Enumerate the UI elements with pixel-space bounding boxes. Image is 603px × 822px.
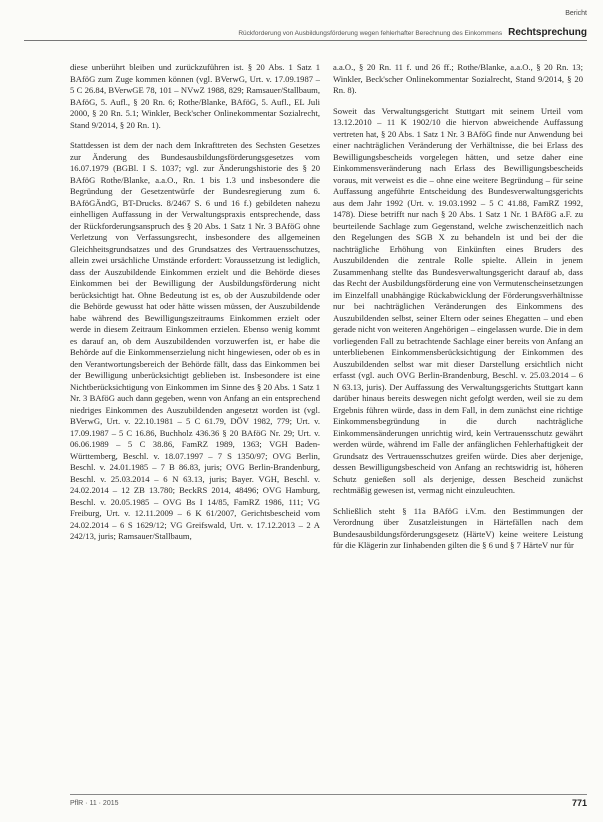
paragraph: Stattdessen ist dem der nach dem Inkrafttreten des Sechsten Gesetzes zur Änderung des Bundesausbildungsförderungsgesetzes vom 16.07.1979 (BGBl. I S. 1037; vgl. zur Änderungshistorie des § 20 BAföG Rothe/Blanke, a.a.O., Rn. 1 bis 1.3 und insbesondere die Begründung der Gesetzentwürfe der Bundesregierung zum 6. BAföGÄndG, BT-Drucks. 8/2467 S. 6 und 16 f.) gebildeten nahezu einhelligen Auffassung in der Verwaltungspraxis entsprechende, dass der Rückforderungsanspruch des § 20 Abs. 1 Satz 1 Nr. 3 BAföG ohne Verletzung von Verfassungsrecht, insbesondere des allgemeinen Gleichheitsgrundsatzes und des Grundsatzes des Vertrauensschutzes, allein zwei ursächliche Umstände erfordert: Voraussetzung ist lediglich, dass der Auszubildende Einkommen erzielt und die Behörde dieses Einkommen bei der Bewilligung der Ausbildungsförderung nicht berücksichtigt hat. Ohne Bedeutung ist es, ob der Auszubildende oder die Behörde gewusst hat oder hätte wissen müssen, der Auszubildende habe während des Bewilligungszeitraums Einkommen erzielt oder werde in diesem Zeitraum Einkommen erzielen. Ebenso wenig kommt es darauf an, ob dem Auszubildenden vorzuwerfen ist, er habe die Behörde auf die Einkommenserzielung nicht hingewiesen, oder ob es in den Verantwortungsbereich der Behörde fällt, dass das Einkommen bei der Bewilligung unberücksichtigt geblieben ist. Insbesondere ist eine Nichtberücksichtigung von Einkommen im Sinne des § 20 Abs. 1 Satz 1 Nr. 3 BAföG auch dann gegeben, wenn von Anfang an ein entsprechend niedriges Einkommen des Auszubildenden angesetzt worden ist (vgl. BVerwG, Urt. v. 22.10.1981 – 5 C 61.79, DÖV 1982, 779; Urt. v. 17.09.1987 – 5 C 16.86, Buchholz 436.36 § 20 BAföG Nr. 29; Urt. v. 06.06.1989 – 5 C 38.86, FamRZ 1989, 1363; VGH Baden-Württemberg, Beschl. v. 18.07.1997 – 7 S 1350/97; OVG Berlin, Beschl. v. 24.01.1985 – 7 B 86.83, juris; OVG Berlin-Brandenburg, Beschl. v. 25.03.2014 – 6 N 63.13, juris; Bayer. VGH, Beschl. v. 24.02.2014 – 12 ZB 13.780; BeckRS 2014, 48496; OVG Hamburg, Beschl. v. 20.05.1985 – OVG Bs I 14/85, FamRZ 1986, 111; VG Freiburg, Urt. v. 12.11.2009 – 6 K 61/2007, Gerichtsbescheid vom 24.02.2014 – 6 S 1629/12; VG Greifswald, Urt. v. 17.12.2013 – 2 A 242/13, juris; Ramsauer/Stallbaum, [70, 140, 320, 541]
running-header [24, 24, 587, 41]
page-footer [70, 794, 587, 808]
paragraph: diese unberührt bleiben und zurückzuführen ist. § 20 Abs. 1 Satz 1 BAföG zum Zuge kommen können (vgl. BVerwG, Urt. v. 17.09.1987 – 5 C 26.84, BVerwGE 78, 101 – NVwZ 1988, 829; Ramsauer/Stallbaum, BAföG, 5. Aufl., § 20 Rn. 6; Rothe/Blanke, BAföG, 5. Aufl., EL Juli 2000, § 20 Rn. 5.1; Winkler, Beck'scher Onlinekommentar Sozialrecht, Stand 9/2014, § 20 Rn. 1). [70, 62, 320, 130]
right-column [333, 62, 583, 787]
header-subtitle: Rückforderung von Ausbildungsförderung wegen fehlerhafter Berechnung des Einkommens [238, 30, 503, 37]
paragraph: Soweit das Verwaltungsgericht Stuttgart mit seinem Urteil vom 13.12.2010 – 11 K 1902/10 die hiervon abweichende Auffassung vertreten hat, § 20 Abs. 1 Satz 1 Nr. 3 BAföG finde nur Anwendung bei einer nachträglichen Veränderung der Verhältnisse, die bei Erlass des Bewilligungsbescheids vorgelegen hätten, und setze daher eine Einkommensveränderung nach Erlass des Bewilligungsbescheids voraus, mit verweist es die – ohne eine weitere Begründung – für seine Auffassung angeführte Entscheidung des Bundesverwaltungsgerichts aus dem Jahr 1992 (Urt. v. 19.03.1992 – 5 C 41.88, FamRZ 1992, 1478). Diese betrifft nur nach § 20 Abs. 1 Satz 1 Nr. 1 BAföG a.F. zu beurteilende Sachlage zum Gegenstand, welche zwischenzeitlich nach den Regelungen des SGB X zu behandeln ist und bei der die nachträgliche Erhöhung von Einkünften eines Bruders des Auszubildenden die zentrale Rolle spielte. Allein in jenem Zusammenhang stellte das Bundesverwaltungsgericht darauf ab, dass das Recht der Ausbildungsförderung eine von Vermutenscheinsetzungen im Einzelfall unabhängige Rückabwicklung der Förderungsverhältnisse nur bei nachträglichen Veränderungen des Einkommens des Auszubildenden selbst, seiner Eltern oder seines Ehegatten – und eben gerade nicht von weiteren Angehörigen – eingelassen wurde. Die in dem vorliegenden Fall zu betrachtende Sachlage einer bereits von Anfang an unterbliebenen Einkommensberücksichtigung der Einkommen des Auszubildenden selbst war mit dieser Darstellung ersichtlich nicht erfasst (vgl. auch OVG Berlin-Brandenburg, Beschl. v. 25.03.2014 – 6 N 63.13, juris). Der Auffassung des Verwaltungsgerichts Stuttgart kann darüber hinaus bereits deswegen nicht gefolgt werden, weil sie zu dem Ergebnis führen würde, dass in dem Fall, in dem zunächst eine richtige Einkommensbegründung in die durch nachträgliche Einkommensänderungen unrichtig wird, kein Vertrauensschutz gewährt werden würde, während im Falle der anfänglichen Fehlerhaftigkeit der Grundsatz des Vertrauensschutzes greifen würde. Dies aber derjenige, dessen Bewilligungsbescheid von Anfang an rechtswidrig ist, höheren Schutz genießen soll als derjenige, dessen Bescheid zunächst rechtmäßig gewesen ist, vermag nicht einzuleuchten. [333, 105, 583, 495]
paragraph: Schließlich steht § 11a BAföG i.V.m. den Bestimmungen der Verordnung über Zusatzleistungen in Härtefällen nach dem Bundesausbildungsförderungsgesetz (HärteV) keine weitere Leistung für die Klägerin zur Iinhabenden gilten die § 6 und § 7 HärteV nur für [333, 505, 583, 550]
header-section-label: Bericht [565, 10, 587, 17]
left-column [70, 62, 320, 787]
paragraph: a.a.O., § 20 Rn. 11 f. und 26 ff.; Rothe/Blanke, a.a.O., § 20 Rn. 13; Winkler, Beck'scher Onlinekommentar Sozialrecht, Stand 9/2014, § 20 Rn. 8). [333, 62, 583, 95]
journal-reference: PflR · 11 · 2015 [70, 799, 119, 807]
header-title: Rechtsprechung [508, 27, 587, 38]
page-number: 771 [571, 798, 587, 808]
article-body [70, 62, 583, 787]
